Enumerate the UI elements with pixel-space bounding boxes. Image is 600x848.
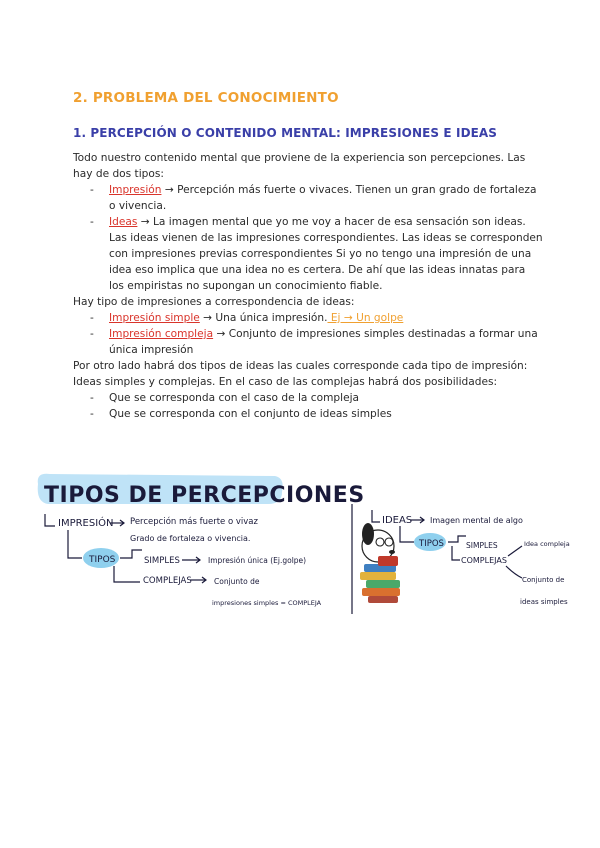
possibility-text: Que se corresponda con el caso de la compleja bbox=[109, 392, 360, 404]
paragraph-ideas: Por otro lado habrá dos tipos de ideas las cuales corresponde cada tipo de impresión: Ideas simples y complejas. En el caso de las complejas habrá dos posibilidades: bbox=[73, 360, 528, 388]
document-body bbox=[73, 150, 543, 422]
term-ideas: Ideas bbox=[109, 216, 138, 228]
term-impresion: Impresión bbox=[109, 184, 162, 196]
note-compleja-def1: Conjunto de bbox=[214, 577, 260, 586]
term-impresion-simple: Impresión simple bbox=[109, 312, 200, 324]
term-impresion-simple-def: → Una única impresión. bbox=[199, 312, 328, 324]
note-complejas: COMPLEJAS bbox=[143, 576, 192, 586]
possibility-text: Que se corresponda con el conjunto de ideas simples bbox=[109, 408, 392, 420]
snoopy-reading-illustration bbox=[360, 523, 400, 603]
handwritten-notes-diagram bbox=[0, 470, 600, 620]
notes-title: TIPOS DE PERCEPCIONES bbox=[44, 483, 365, 508]
note-tipos: TIPOS bbox=[89, 555, 116, 565]
subsection-heading: 1. PERCEPCIÓN O CONTENIDO MENTAL: IMPRESIONES E IDEAS bbox=[73, 126, 498, 140]
example-text: Ej → Un golpe bbox=[327, 312, 404, 324]
section-heading: 2. PROBLEMA DEL CONOCIMIENTO bbox=[73, 90, 339, 106]
note-tipos2: TIPOS bbox=[419, 539, 444, 549]
note-impresion-def1: Percepción más fuerte o vivaz bbox=[130, 517, 258, 527]
note-impresion: IMPRESIÓN bbox=[58, 518, 114, 529]
list-item: - Que se corresponda con el conjunto de ideas simples bbox=[90, 408, 392, 420]
note-simples: SIMPLES bbox=[144, 556, 180, 566]
note-conj2: ideas simples bbox=[520, 598, 568, 606]
note-complejas2: COMPLEJAS bbox=[461, 556, 507, 565]
paragraph-types: Hay tipo de impresiones a correspondencia de ideas: bbox=[73, 296, 355, 308]
note-ideas-def: Imagen mental de algo bbox=[430, 516, 523, 525]
note-idea-compleja: Idea compleja bbox=[524, 540, 570, 548]
list-item: - Impresión compleja → Conjunto de impresiones simples destinadas a formar una única impresión bbox=[90, 328, 538, 356]
note-impresion-def2: Grado de fortaleza o vivencia. bbox=[130, 534, 251, 543]
term-impresion-def: → Percepción más fuerte o vivaces. Tienen un gran grado de fortaleza o vivencia. bbox=[109, 184, 537, 212]
note-ideas: IDEAS bbox=[382, 515, 413, 526]
note-conj1: Conjunto de bbox=[522, 576, 565, 584]
list-item: - Ideas → La imagen mental que yo me voy a hacer de esa sensación son ideas. Las ideas vienen de las impresiones correspondientes. Las ideas se corresponden con impresiones previas correspondientes Si yo no tengo una impresión de una idea eso implica que una idea no es certera. De ahí que las ideas innatas para los empiristas no supongan un conocimiento fiable. bbox=[90, 216, 543, 292]
list-item: - Impresión simple → Una única impresión. Ej → Un golpe bbox=[90, 312, 404, 324]
note-simples2: SIMPLES bbox=[466, 541, 498, 550]
paragraph-intro: Todo nuestro contenido mental que proviene de la experiencia son percepciones. Las hay de dos tipos: bbox=[73, 152, 526, 180]
list-item: - Impresión → Percepción más fuerte o vivaces. Tienen un gran grado de fortaleza o vivencia. bbox=[90, 184, 537, 212]
list-item: - Que se corresponda con el caso de la compleja bbox=[90, 392, 360, 404]
term-ideas-def: → La imagen mental que yo me voy a hacer de esa sensación son ideas. Las ideas vienen de las impresiones correspondientes. Las ideas se corresponden con impresiones previas correspondientes Si yo no tengo una impresión de una idea eso implica que una idea no es certera. De ahí que las ideas innatas para los empiristas no supongan un conocimiento fiable. bbox=[109, 216, 543, 292]
note-compleja-def2: impresiones simples = COMPLEJA bbox=[212, 599, 322, 607]
note-simple-def: Impresión única (Ej.golpe) bbox=[208, 556, 307, 565]
term-impresion-compleja-def: → Conjunto de impresiones simples destinadas a formar una única impresión bbox=[109, 328, 538, 356]
term-impresion-compleja: Impresión compleja bbox=[109, 328, 214, 340]
